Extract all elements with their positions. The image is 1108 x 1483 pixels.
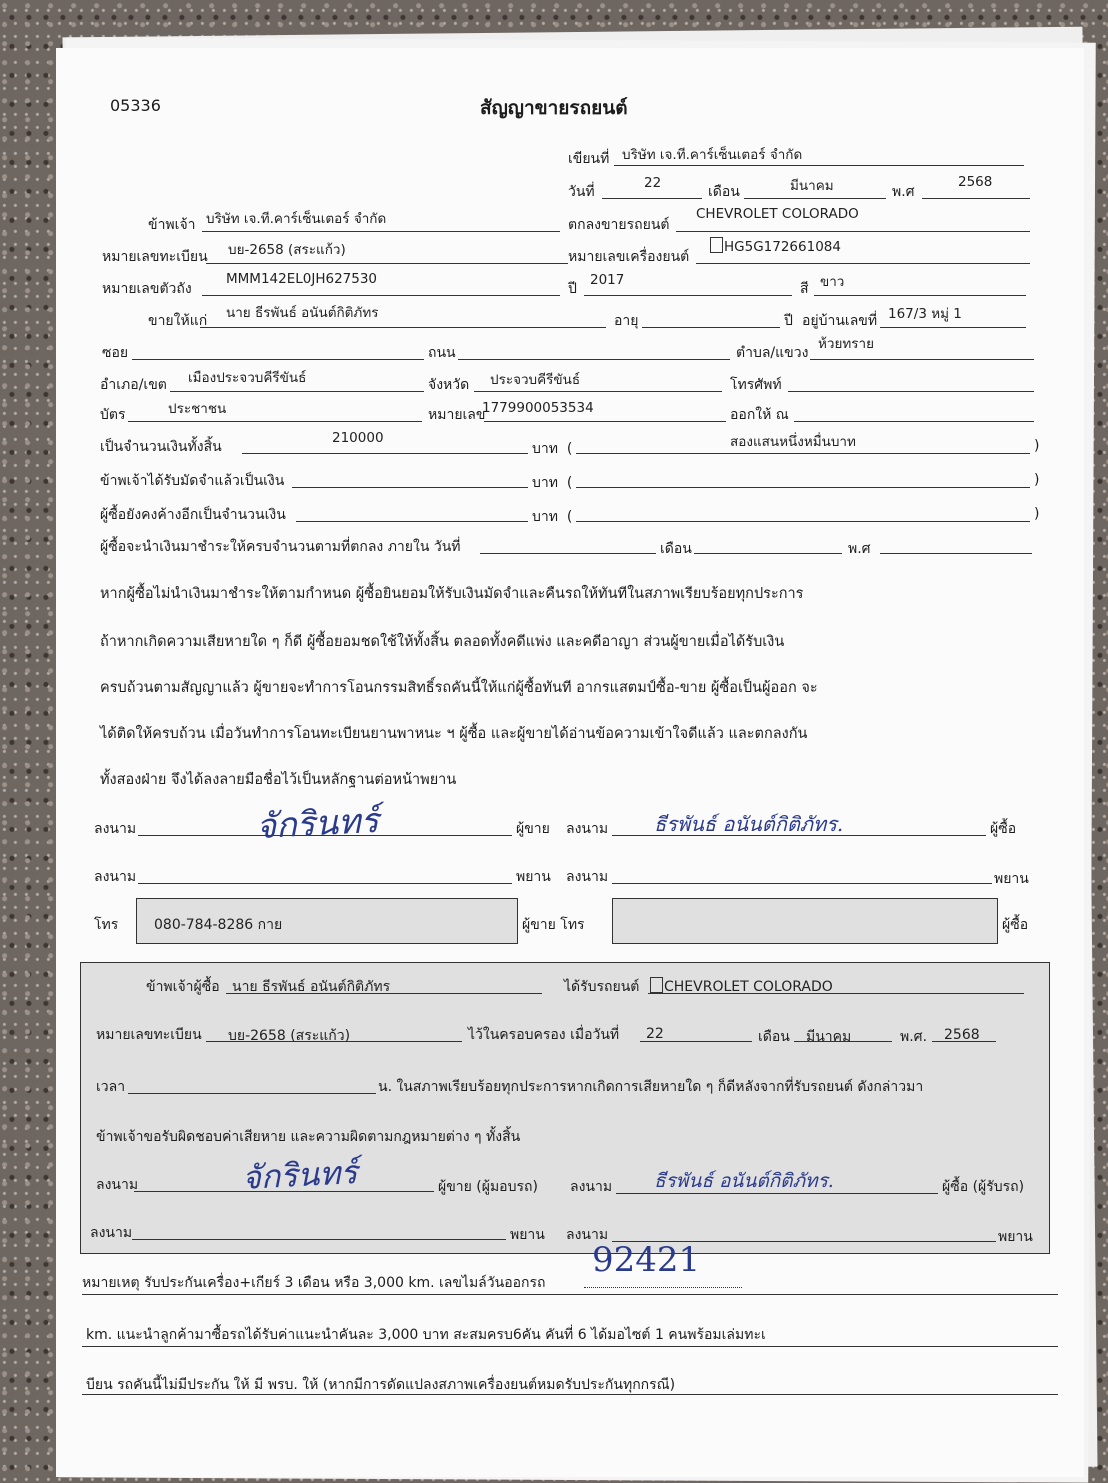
total-words-line	[576, 453, 1030, 454]
remaining-baht-label: บาท (	[532, 509, 573, 525]
car-receipt-box	[80, 962, 1050, 1254]
seller-signature: จักรินทร์	[255, 800, 380, 848]
buyer-line	[200, 327, 606, 328]
total-amount-value: 210000	[332, 430, 384, 446]
baht-text: บาท	[532, 475, 558, 491]
buyer-value: นาย ธีรพันธ์ อนันต์กิติภัทร	[226, 305, 379, 321]
date-month-label: เดือน	[708, 184, 740, 200]
deposit-words-line	[576, 487, 1030, 488]
contract-document	[56, 48, 1084, 1477]
phone-label: โทรศัพท์	[730, 377, 782, 393]
color-value: ขาว	[820, 274, 845, 290]
receipt-seller-role: ผู้ขาย (ผู้มอบรถ)	[438, 1179, 538, 1195]
province-line	[474, 391, 722, 392]
plate-line	[206, 263, 568, 264]
phone-text: โทร	[560, 917, 585, 933]
terms-line-2: ถ้าหากเกิดความเสียหายใด ๆ ก็ดี ผู้ซื้อยอมชดใช้ให้ทั้งสิ้น ตลอดทั้งคดีแพ่ง และคดีอาญา ส่วนผู้ขายเมื่อได้รับเงิน	[100, 634, 785, 650]
witness-sign-line-1	[138, 883, 512, 884]
receipt-plate-value: บย-2658 (สระแก้ว)	[228, 1028, 351, 1044]
mileage-handwritten: 92421	[592, 1240, 701, 1280]
remark-rule-3	[82, 1394, 1058, 1395]
seller-line	[202, 231, 560, 232]
engine-label: หมายเลขเครื่องยนต์	[568, 249, 690, 265]
document-title: สัญญาขายรถยนต์	[480, 97, 628, 119]
receipt-year-label: พ.ศ.	[900, 1029, 928, 1045]
subdistrict-label: ตำบล/แขวง	[736, 345, 809, 361]
remark-rule-1	[82, 1294, 1058, 1295]
remaining-words-line	[576, 521, 1030, 522]
document-number: 05336	[110, 96, 161, 115]
mileage-dotted-line	[584, 1287, 742, 1288]
soi-line	[132, 359, 424, 360]
pay-day-line	[480, 553, 656, 554]
issued-at-label: ออกให้ ณ	[730, 407, 789, 423]
close-paren: )	[1034, 506, 1040, 522]
pay-month-label: เดือน	[660, 541, 692, 557]
remark-line-2: km. แนะนำลูกค้ามาซื้อรถได้รับค่าแนะนำคันละ 3,000 บาท สะสมครบ6คัน คันที่ 6 ได้มอไซต์ 1 คนพร้อมเล่มทะเ	[86, 1327, 766, 1343]
card-label: บัตร	[100, 407, 126, 423]
receipt-buyer-signature: ธีรพันธ์ อนันต์กิติภัทร.	[654, 1170, 834, 1192]
car-model-line	[676, 231, 1030, 232]
receipt-year-value: 2568	[944, 1027, 980, 1043]
receipt-received-label: ได้รับรถยนต์	[564, 979, 640, 995]
total-amount-line	[242, 453, 528, 454]
pay-year-label: พ.ศ	[848, 541, 871, 557]
terms-line-3: ครบถ้วนตามสัญญาแล้ว ผู้ขายจะทำการโอนกรรมสิทธิ์รถคันนี้ให้แก่ผู้ซื้อทันที อากรแสตมป์ซื้อ-ขาย ผู้ซื้อเป็นผู้ออก จะ	[100, 680, 818, 696]
terms-line-1: หากผู้ซื้อไม่นำเงินมาชำระให้ตามกำหนด ผู้ซื้อยินยอมให้รับเงินมัดจำและคืนรถให้ทันทีในสภาพเรียบร้อยทุกประการ	[100, 586, 804, 602]
card-type-line	[128, 421, 422, 422]
deposit-label: ข้าพเจ้าได้รับมัดจำแล้วเป็นเงิน	[100, 473, 285, 489]
remaining-line	[296, 521, 528, 522]
pay-by-label: ผู้ซื้อจะนำเงินมาชำระให้ครบจำนวนตามที่ตกลง ภายใน วันที่	[100, 539, 461, 555]
date-day-value: 22	[644, 175, 662, 191]
receipt-seller-signature: จักรินทร์	[241, 1153, 359, 1197]
house-no-value: 167/3 หมู่ 1	[888, 306, 962, 322]
receipt-buyer-value: นาย ธีรพันธ์ อนันต์กิติภัทร	[232, 979, 391, 995]
witness-sign-line-2	[612, 883, 992, 884]
remark-line-1: หมายเหตุ รับประกันเครื่อง+เกียร์ 3 เดือน หรือ 3,000 km. เลขไมล์วันออกรถ	[82, 1275, 546, 1291]
seller-role-text: ผู้ขาย	[522, 917, 556, 933]
witness-role: พยาน	[516, 869, 551, 885]
road-line	[458, 359, 730, 360]
plate-label: หมายเลขทะเบียน	[102, 249, 208, 265]
receipt-buyer-role: ผู้ซื้อ (ผู้รับรถ)	[942, 1179, 1025, 1195]
plate-value: บย-2658 (สระแก้ว)	[228, 242, 346, 258]
baht-text: บาท	[532, 441, 558, 457]
terms-line-4: ได้ติดให้ครบถ้วน เมื่อวันทำการโอนทะเบียนยานพาหนะ ฯ ผู้ซื้อ และผู้ขายได้อ่านข้อความเข้าใจดีแล้ว และตกลงกัน	[100, 726, 808, 742]
engine-number: HG5G172661084	[724, 239, 841, 255]
witness-role: พยาน	[510, 1227, 545, 1243]
date-year-line	[922, 198, 1030, 199]
total-words-value: สองแสนหนึ่งหมื่นบาท	[730, 434, 856, 450]
age-label: อายุ	[614, 313, 639, 329]
engine-value	[710, 237, 841, 255]
total-baht-label: บาท (	[532, 441, 573, 457]
sign-label: ลงนาม	[566, 1227, 609, 1243]
district-line	[170, 391, 424, 392]
house-no-label: อยู่บ้านเลขที่	[802, 313, 878, 329]
sign-label: ลงนาม	[90, 1225, 133, 1241]
pay-year-line	[880, 553, 1032, 554]
district-label: อำเภอ/เขต	[100, 377, 167, 393]
seller-phone-value: 080-784-8286 กาย	[154, 917, 283, 933]
date-month-value: มีนาคม	[790, 178, 834, 194]
chassis-label: หมายเลขตัวถัง	[102, 281, 192, 297]
receipt-car-value	[650, 977, 833, 995]
year-label: ปี	[568, 281, 577, 297]
agree-sell-label: ตกลงขายรถยนต์	[568, 217, 670, 233]
issued-at-line	[794, 421, 1034, 422]
engine-line	[696, 263, 1030, 264]
baht-text: บาท	[532, 509, 558, 525]
year-line	[584, 295, 792, 296]
phone-line	[788, 391, 1034, 392]
total-label: เป็นจำนวนเงินทั้งสิ้น	[100, 439, 222, 455]
sign-label: ลงนาม	[566, 869, 609, 885]
checkbox-icon	[650, 977, 663, 993]
close-paren: )	[1034, 472, 1040, 488]
sign-label: ลงนาม	[94, 821, 137, 837]
sign-label: ลงนาม	[570, 1179, 613, 1195]
subdistrict-value: ห้วยทราย	[818, 336, 875, 352]
receipt-day-value: 22	[646, 1026, 664, 1042]
written-at-value: บริษัท เจ.ที.คาร์เซ็นเตอร์ จำกัด	[622, 147, 803, 163]
seller-label: ข้าพเจ้า	[148, 217, 196, 233]
receipt-time-label: เวลา	[96, 1079, 126, 1095]
date-day-label: วันที่	[568, 184, 595, 200]
seller-phone-role	[522, 914, 585, 936]
checkbox-icon	[710, 237, 723, 253]
age-unit-label: ปี	[784, 313, 793, 329]
date-year-label: พ.ศ	[892, 184, 915, 200]
subdistrict-line	[810, 359, 1034, 360]
sign-label: ลงนาม	[94, 869, 137, 885]
soi-label: ซอย	[102, 345, 129, 361]
seller-role: ผู้ขาย	[516, 821, 550, 837]
receipt-time-line	[128, 1093, 376, 1094]
date-year-value: 2568	[958, 174, 993, 190]
district-value: เมืองประจวบคีรีขันธ์	[188, 370, 307, 386]
sign-label: ลงนาม	[566, 821, 609, 837]
card-no-label: หมายเลข	[428, 407, 486, 423]
witness-role: พยาน	[994, 871, 1029, 887]
buyer-phone-box	[612, 898, 998, 944]
written-at-line	[614, 165, 1024, 166]
color-line	[814, 295, 1026, 296]
written-at-label: เขียนที่	[568, 151, 610, 167]
witness-role: พยาน	[998, 1229, 1033, 1245]
receipt-buyer-label: ข้าพเจ้าผู้ซื้อ	[146, 979, 220, 995]
card-no-line	[484, 421, 726, 422]
color-label: สี	[800, 281, 809, 297]
terms-line-5: ทั้งสองฝ่าย จึงได้ลงลายมือชื่อไว้เป็นหลักฐานต่อหน้าพยาน	[100, 772, 457, 788]
remark-line-3: บียน รถคันนี้ไม่มีประกัน ให้ มี พรบ. ให้ (หากมีการดัดแปลงสภาพเครื่องยนต์หมดรับประกันทุกกรณี)	[86, 1377, 676, 1393]
card-type-value: ประชาชน	[168, 401, 227, 417]
date-month-line	[744, 198, 886, 199]
deposit-baht-label: บาท (	[532, 475, 573, 491]
buyer-phone-role: ผู้ซื้อ	[1002, 917, 1029, 933]
receipt-witness-line-1	[132, 1239, 506, 1240]
car-model-value: CHEVROLET COLORADO	[696, 206, 859, 222]
pay-month-line	[694, 553, 842, 554]
deposit-line	[292, 487, 528, 488]
sell-to-label: ขายให้แก่	[148, 313, 208, 329]
card-no-value: 1779900053534	[482, 400, 594, 416]
remark-rule-2	[82, 1346, 1058, 1347]
house-no-line	[880, 327, 1026, 328]
age-line	[642, 327, 780, 328]
chassis-line	[202, 295, 560, 296]
receipt-car-model: CHEVROLET COLORADO	[664, 979, 833, 995]
receipt-plate-label: หมายเลขทะเบียน	[96, 1027, 202, 1043]
phone-short-label: โทร	[94, 917, 119, 933]
buyer-role: ผู้ซื้อ	[990, 821, 1017, 837]
receipt-possession-label: ไว้ในครอบครอง เมื่อวันที่	[468, 1027, 620, 1043]
receipt-month-value: มีนาคม	[806, 1029, 852, 1045]
sign-label: ลงนาม	[96, 1177, 139, 1193]
province-label: จังหวัด	[428, 377, 470, 393]
receipt-month-label: เดือน	[758, 1029, 790, 1045]
receipt-condition-text: น. ในสภาพเรียบร้อยทุกประการหากเกิดการเสียหายใด ๆ ก็ดีหลังจากที่รับรถยนต์ ดังกล่าวมา	[378, 1079, 924, 1095]
province-value: ประจวบคีรีขันธ์	[490, 372, 581, 388]
seller-value: บริษัท เจ.ที.คาร์เซ็นเตอร์ จำกัด	[206, 211, 387, 227]
date-day-line	[602, 198, 702, 199]
road-label: ถนน	[428, 345, 456, 361]
receipt-liability-text: ข้าพเจ้าขอรับผิดชอบค่าเสียหาย และความผิดตามกฎหมายต่าง ๆ ทั้งสิ้น	[96, 1129, 521, 1145]
year-value: 2017	[590, 272, 625, 288]
buyer-signature: ธีรพันธ์ อนันต์กิติภัทร.	[654, 812, 844, 836]
chassis-value: MMM142EL0JH627530	[226, 271, 378, 287]
remaining-label: ผู้ซื้อยังคงค้างอีกเป็นจำนวนเงิน	[100, 507, 286, 523]
close-paren: )	[1034, 438, 1040, 454]
